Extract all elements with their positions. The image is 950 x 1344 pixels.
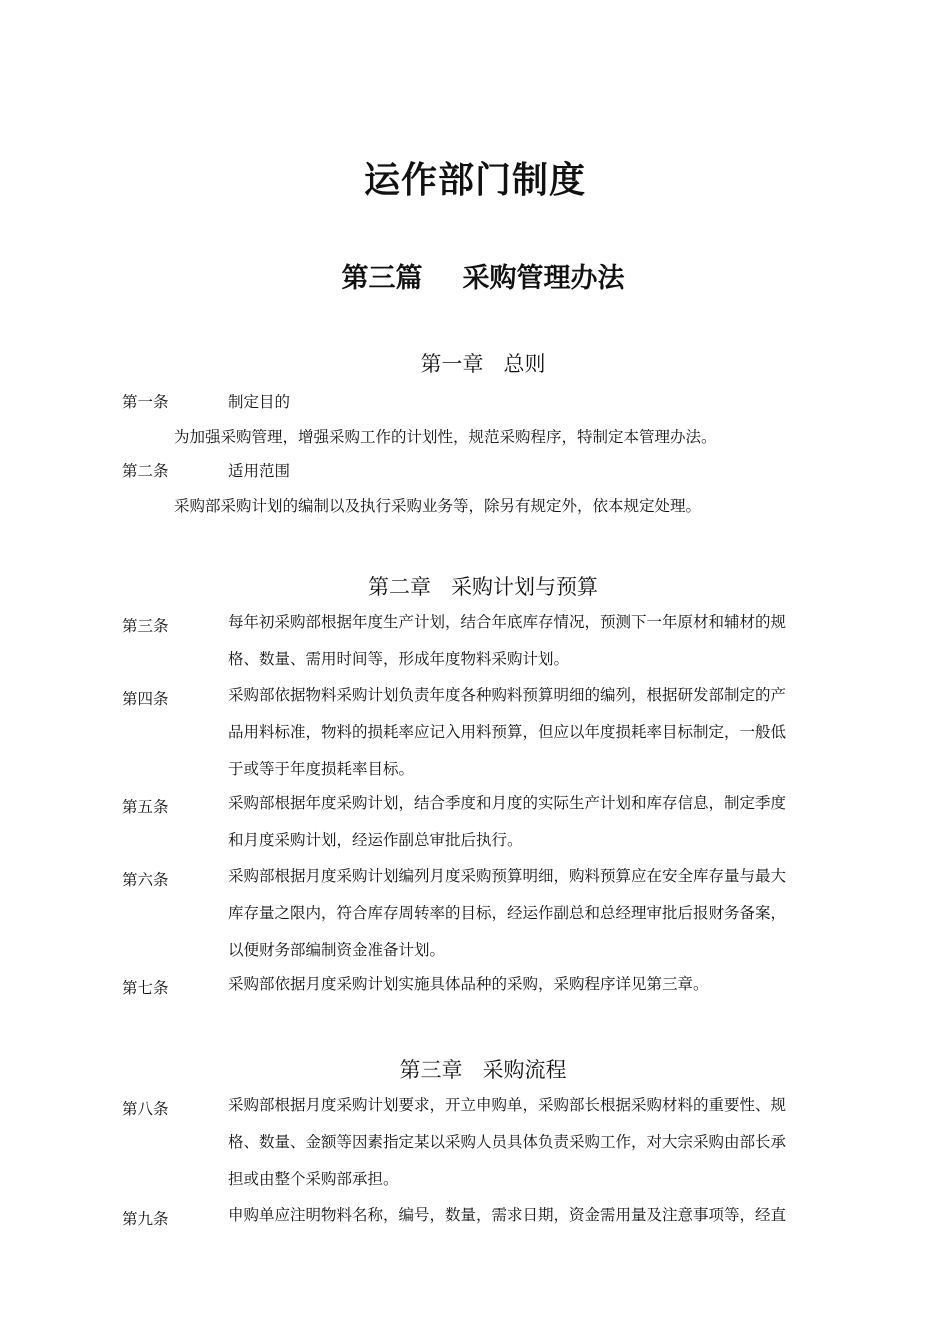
article-body bbox=[228, 785, 844, 859]
article-line: 采购部根据月度采购计划编列月度采购预算明细，购料预算应在安全库存量与最大 bbox=[228, 867, 787, 885]
chapter-number: 第二章 bbox=[368, 575, 431, 599]
chapter-name: 采购流程 bbox=[482, 1058, 567, 1082]
article-line: 格、数量、需用时间等，形成年度物料采购计划。 bbox=[228, 650, 570, 668]
article-line: 采购部根据年度采购计划，结合季度和月度的实际生产计划和库存信息，制定季度 bbox=[228, 794, 787, 812]
article-body bbox=[228, 966, 844, 1003]
part-number: 第三篇 bbox=[341, 263, 423, 294]
chapter-heading bbox=[0, 1054, 950, 1084]
article-line: 采购部依据月度采购计划实施具体品种的采购，采购程序详见第三章。 bbox=[228, 975, 709, 993]
article-label: 第九条 bbox=[122, 1210, 169, 1228]
article-line: 和月度采购计划，经运作副总审批后执行。 bbox=[228, 831, 523, 849]
article-body bbox=[228, 1197, 844, 1234]
article-body bbox=[228, 604, 844, 678]
article-line: 于或等于年度损耗率目标。 bbox=[228, 760, 415, 778]
article-line: 以便财务部编制资金准备计划。 bbox=[228, 941, 446, 959]
article-label: 第八条 bbox=[122, 1100, 169, 1118]
article-label: 第四条 bbox=[122, 690, 169, 708]
article-line: 采购部根据月度采购计划要求，开立申购单，采购部长根据采购材料的重要性、规 bbox=[228, 1096, 787, 1114]
article-line: 每年初采购部根据年度生产计划，结合年底库存情况，预测下一年原材和辅材的规 bbox=[228, 613, 787, 631]
chapter-heading bbox=[0, 348, 950, 378]
article-label: 第七条 bbox=[122, 979, 169, 997]
document-title: 运作部门制度 bbox=[363, 160, 586, 201]
article-line: 品用料标准，物料的损耗率应记入用料预算，但应以年度损耗率目标制定，一般低 bbox=[228, 723, 787, 741]
article-heading: 制定目的 bbox=[228, 393, 291, 411]
article-heading: 适用范围 bbox=[228, 462, 291, 480]
chapter-number: 第三章 bbox=[399, 1058, 463, 1082]
chapter-name: 总则 bbox=[503, 352, 546, 376]
article-label: 第六条 bbox=[122, 871, 169, 889]
article-label: 第二条 bbox=[122, 462, 169, 480]
article-line: 申购单应注明物料名称，编号，数量，需求日期，资金需用量及注意事项等，经直 bbox=[228, 1206, 787, 1224]
article-line: 格、数量、金额等因素指定某以采购人员具体负责采购工作，对大宗采购由部长承 bbox=[228, 1133, 787, 1151]
article-label: 第五条 bbox=[122, 798, 169, 816]
article-label: 第三条 bbox=[122, 617, 169, 635]
article-line: 采购部依据物料采购计划负责年度各种购料预算明细的编列，根据研发部制定的产 bbox=[228, 686, 787, 704]
article-line: 库存量之限内，符合库存周转率的目标，经运作副总和总经理审批后报财务备案， bbox=[228, 904, 787, 922]
part-title bbox=[0, 256, 950, 295]
article-body bbox=[228, 858, 844, 969]
article-label: 第一条 bbox=[122, 393, 169, 411]
article-body bbox=[228, 677, 844, 788]
chapter-heading bbox=[0, 571, 950, 601]
chapter-name: 采购计划与预算 bbox=[451, 575, 598, 599]
article-body bbox=[228, 1087, 844, 1198]
article-text: 为加强采购管理，增强采购工作的计划性，规范采购程序，特制定本管理办法。 bbox=[174, 428, 717, 446]
article-text: 采购部采购计划的编制以及执行采购业务等，除另有规定外，依本规定处理。 bbox=[174, 497, 702, 515]
part-name: 采购管理办法 bbox=[462, 263, 625, 294]
article-line: 担或由整个采购部承担。 bbox=[228, 1170, 399, 1188]
chapter-number: 第一章 bbox=[420, 352, 484, 376]
